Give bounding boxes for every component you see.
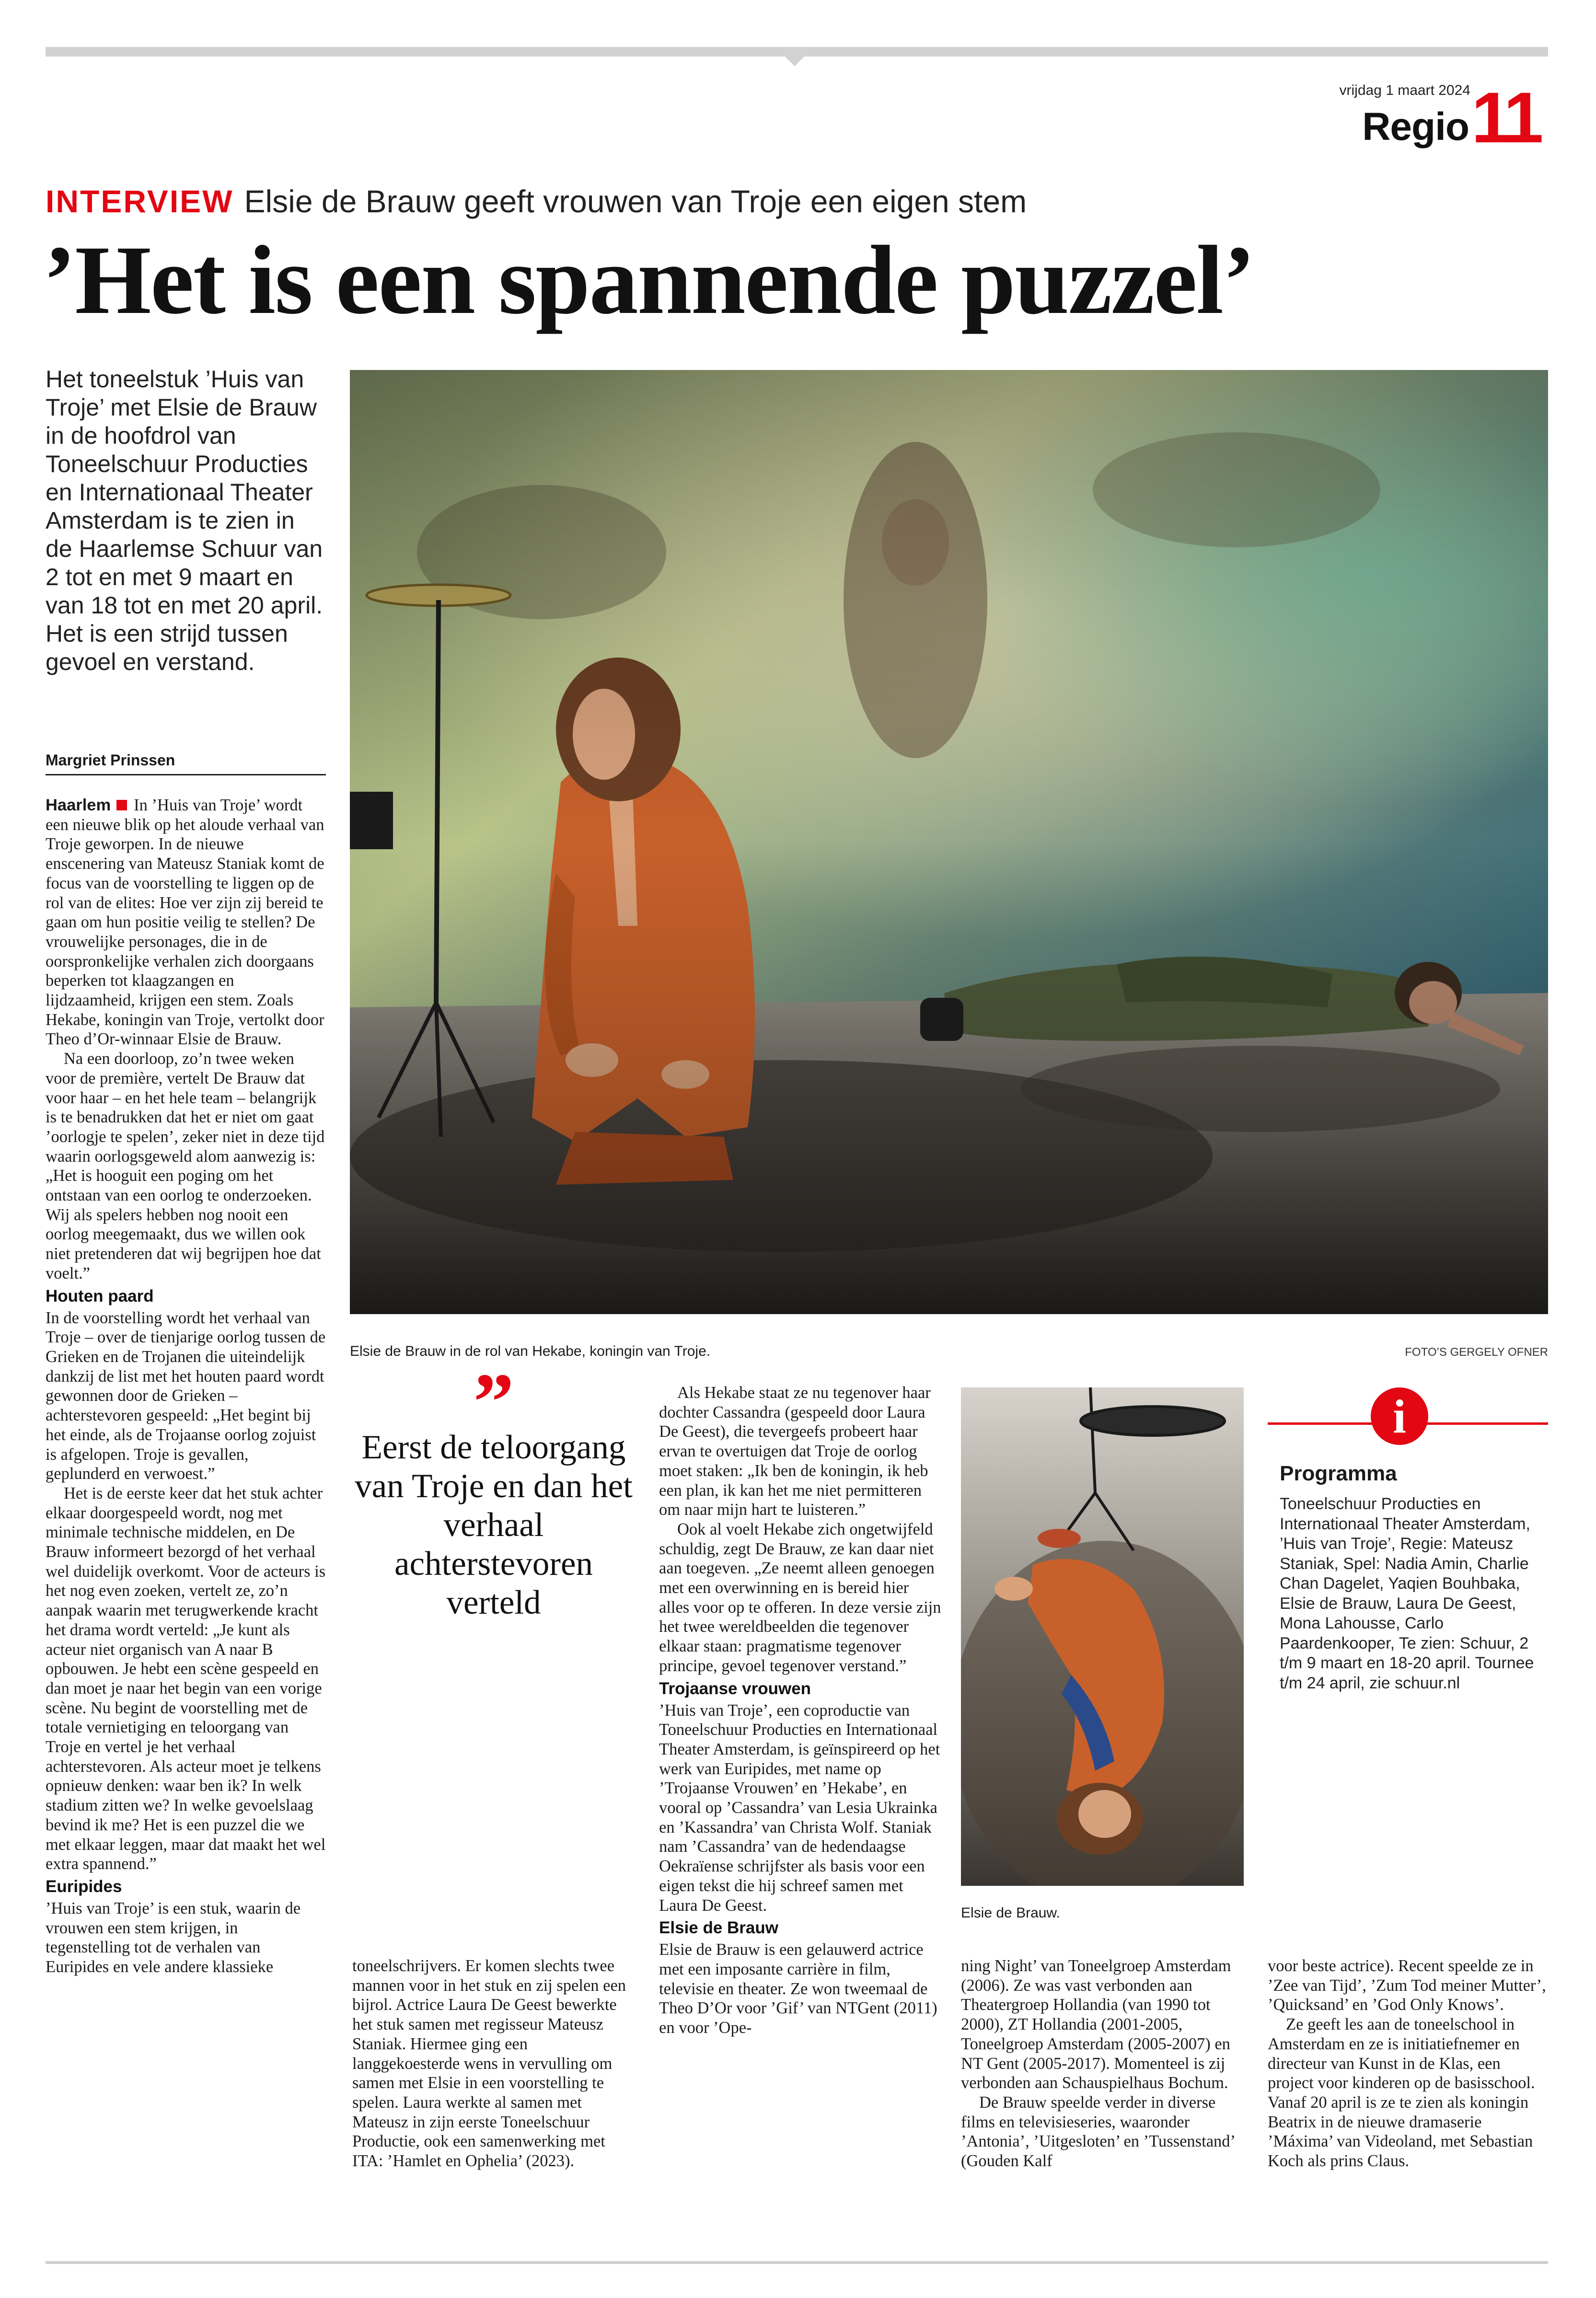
- article-paragraph: voor beste actrice). Recent speelde ze in ’Zee van Tijd’, ’Zum Tod meiner Mutter’, ’Quicksand’ en ’God Only Knows’.: [1268, 1957, 1546, 2014]
- bottom-rule: [46, 2261, 1548, 2264]
- article-paragraph: Als Hekabe staat ze nu tegenover haar dochter Cassandra (gespeeld door Laura De Geest), die tevergeefs probeert haar ervan te overtuigen dat Troje de oorlog moet staken: „Ik ben de koningin, ik heb een plan, ik kan het me niet permitteren om naar mijn hart te luisteren.”: [659, 1384, 931, 1519]
- main-photo-caption: Elsie de Brauw in de rol van Hekabe, koningin van Troje.: [350, 1343, 711, 1359]
- article-subtitle: Elsie de Brauw geeft vrouwen van Troje een eigen stem: [244, 184, 1027, 219]
- article-column-4: [961, 1956, 1244, 2171]
- infobox-text: Toneelschuur Producties en Internationaal Theater Amsterdam, ’Huis van Troje’, Regie: Mateusz Staniak, Spel: Nadia Amin, Charlie Chan Dagelet, Yaqien Bouhbaka, Elsie de Brauw, Laura De Geest, Mona Lahousse, Carlo Paardenkooper, Te zien: Schuur, 2 t/m 9 maart en 18-20 april. Tournee t/m 24 april, zie schuur.nl: [1280, 1495, 1534, 1692]
- info-icon: i: [1371, 1387, 1428, 1445]
- article-paragraph: toneelschrijvers. Er komen slechts twee mannen voor in het stuk en zij spelen een bijrol. Actrice Laura De Geest bewerkte het stuk samen met regisseur Mateusz Staniak. Hiermee ging een langgekoesterde wens in vervulling om samen met Elsie in een voorstelling te spelen. Laura werkte al samen met Mateusz in zijn eerste Toneelschuur Productie, ook een samenwerking met ITA: ’Hamlet en Ophelia’ (2023).: [352, 1957, 626, 2171]
- main-photo: [350, 370, 1548, 1314]
- pull-quote-text: Eerst de teloorgang van Troje en dan het verhaal achterstevoren verteld: [355, 1429, 633, 1621]
- article-paragraph: Ook al voelt Hekabe zich ongetwijfeld schuldig, zegt De Brauw, ze kan daar niet aan toegeven. „Ze neemt alleen genoegen met een overwinning en is bereid hier alles voor op te offeren. In deze versie zijn het twee wereldbeelden die tegenover elkaar staan: pragmatisme tegenover principe, gevoel tegenover verstand.”: [659, 1520, 941, 1675]
- article-paragraph: ning Night’ van Toneelgroep Amsterdam (2006). Ze was vast verbonden aan Theatergroep Hollandia (van 1990 tot 2000), ZT Hollandia (2001-2005, Toneelgroep Amsterdam (2005-2007) en NT Gent (2005-2017). Momenteel is zij verbonden aan Schauspielhaus Bochum.: [961, 1957, 1231, 2092]
- infobox-title: Programma: [1280, 1462, 1397, 1485]
- dateline-place: Haarlem: [46, 796, 111, 814]
- article-paragraph: In de voorstelling wordt het verhaal van Troje – over de tienjarige oorlog tussen de Grieken en de Trojanen die uiteindelijk dankzij de list met het houten paard wordt gewonnen door de Grieken – achterstevoren gespeeld: „Het begint bij het einde, als de Trojaanse oorlog zojuist is afgelopen. Troje is gevallen, geplunderd en verwoest.”: [46, 1308, 326, 1483]
- article-column-3: [659, 1383, 942, 2038]
- subhead-euripides: Euripides: [46, 1877, 122, 1896]
- subhead-houten-paard: Houten paard: [46, 1286, 154, 1305]
- article-paragraph: ’Huis van Troje’, een coproductie van Toneelschuur Producties en Internationaal Theater Amsterdam, is geïnspireerd op het werk van Euripides, met name op ’Trojaanse Vrouwen’ en ’Hekabe’, en vooral op ’Cassandra’ van Lesia Ukrainka en ’Kassandra’ van Christa Wolf. Staniak nam ’Cassandra’ van de hedendaagse Oekraïense schrijfster als basis voor een eigen tekst die hij schreef samen met Laura De Geest.: [659, 1701, 940, 1915]
- article-paragraph: De Brauw speelde verder in diverse films en televisieseries, waaronder ’Antonia’, ’Uitgesloten’ en ’Tussenstand’ (Gouden Kalf: [961, 2093, 1235, 2171]
- article-paragraph: Na een doorloop, zo’n twee weken voor de première, vertelt De Brauw dat voor haar – en het hele team – belangrijk is te benadrukken dat het er niet om gaat ’oorlogje te spelen’, zeker niet in deze tijd waarin oorlogsgeweld alom aanwezig is: „Het is hooguit een poging om het ontstaan van een oorlog te onderzoeken. Wij als spelers hebben nog nooit een oorlog meegemaakt, dus we willen ook niet pretenderen dat wij begrijpen hoe dat voelt.”: [46, 1050, 325, 1282]
- article-column-1: [46, 796, 326, 1977]
- article-column-5: [1268, 1956, 1548, 2171]
- article-author: Margriet Prinssen: [46, 751, 326, 775]
- article-paragraph: Elsie de Brauw is een gelauwerd actrice met een imposante carrière in film, televisie en theater. Ze won tweemaal de Theo D’Or voor ’Gif’ van NTGent (2011) en voor ’Ope-: [659, 1940, 937, 2037]
- subhead-elsie-de-brauw: Elsie de Brauw: [659, 1918, 778, 1938]
- article-column-2: [352, 1956, 635, 2171]
- pull-quote: [352, 1357, 635, 1622]
- article-lead: Het toneelstuk ’Huis van Troje’ met Elsie de Brauw in de hoofdrol van Toneelschuur Producties en Internationaal Theater Amsterdam is te zien in de Haarlemse Schuur van 2 tot en met 9 maart en van 18 tot en met 20 april. Het is een strijd tussen gevoel en verstand.: [46, 366, 323, 675]
- article-paragraph: Ze geeft les aan de toneelschool in Amsterdam en ze is initiatiefnemer en directeur van Kunst in de Klas, een project voor kinderen op de basisschool. Vanaf 20 april is ze te zien als koningin Beatrix in de nieuwe dramaserie ’Máxima’ van Videoland, met Sebastian Koch als prins Claus.: [1268, 2015, 1535, 2171]
- article-kicker-line: [46, 182, 1027, 220]
- dateline-square-icon: [116, 800, 127, 810]
- page-number: 11: [1471, 77, 1540, 158]
- article-paragraph: In ’Huis van Troje’ wordt een nieuwe blik op het aloude verhaal van Troje geworpen. In de nieuwe enscenering van Mateusz Staniak komt de focus van de voorstelling te liggen op de rol van de elites: Hoe ver zijn zij bereid te gaan om hun positie veilig te stellen? De vrouwelijke personages, die in de oorspronkelijke verhalen zich doorgaans beperken tot klaagzangen en lijdzaamheid, krijgen een stem. Zoals Hekabe, koningin van Troje, vertolkt door Theo d’Or-winnaar Elsie de Brauw.: [46, 796, 324, 1049]
- kicker-label: INTERVIEW: [46, 184, 234, 219]
- article-headline: ’Het is een spannende puzzel’: [43, 226, 1255, 335]
- second-photo: [961, 1387, 1244, 1886]
- photo-credit: FOTO’S GERGELY OFNER: [1405, 1346, 1548, 1359]
- second-photo-caption: Elsie de Brauw.: [961, 1905, 1060, 1921]
- quote-mark-icon: ”: [473, 1357, 514, 1447]
- issue-date: vrijdag 1 maart 2024: [1339, 82, 1470, 98]
- section-name: Regio: [1362, 105, 1469, 149]
- subhead-trojaanse-vrouwen: Trojaanse vrouwen: [659, 1679, 811, 1698]
- top-rule-notch: [782, 54, 807, 66]
- article-paragraph: ’Huis van Troje’ is een stuk, waarin de vrouwen een stem krijgen, in tegenstelling tot de verhalen van Euripides en vele andere klassieke: [46, 1899, 301, 1976]
- article-paragraph: Het is de eerste keer dat het stuk achter elkaar doorgespeeld wordt, nog met minimale technische middelen, en De Brauw informeert bezorgd of het verhaal wel duidelijk overkomt. Voor de acteurs is het nog even zoeken, vertelt ze, zo’n aanpak waarin met terugwerkende kracht het drama wordt verteld: „Je kunt als acteur niet organisch van A naar B opbouwen. Je hebt een scène gespeeld en dan moet je naar het begin van een vorige scène. Nu begint de voorstelling met de totale vernietiging en teloorgang van Troje en vertel je het verhaal achterstevoren. Als acteur moet je telkens opnieuw denken: waar ben ik? In welk stadium zitten we? In welke gevoelslaag bevind ik me? Het is een puzzel die we met elkaar leggen, maar dat maakt het wel extra spannend.”: [46, 1484, 326, 1873]
